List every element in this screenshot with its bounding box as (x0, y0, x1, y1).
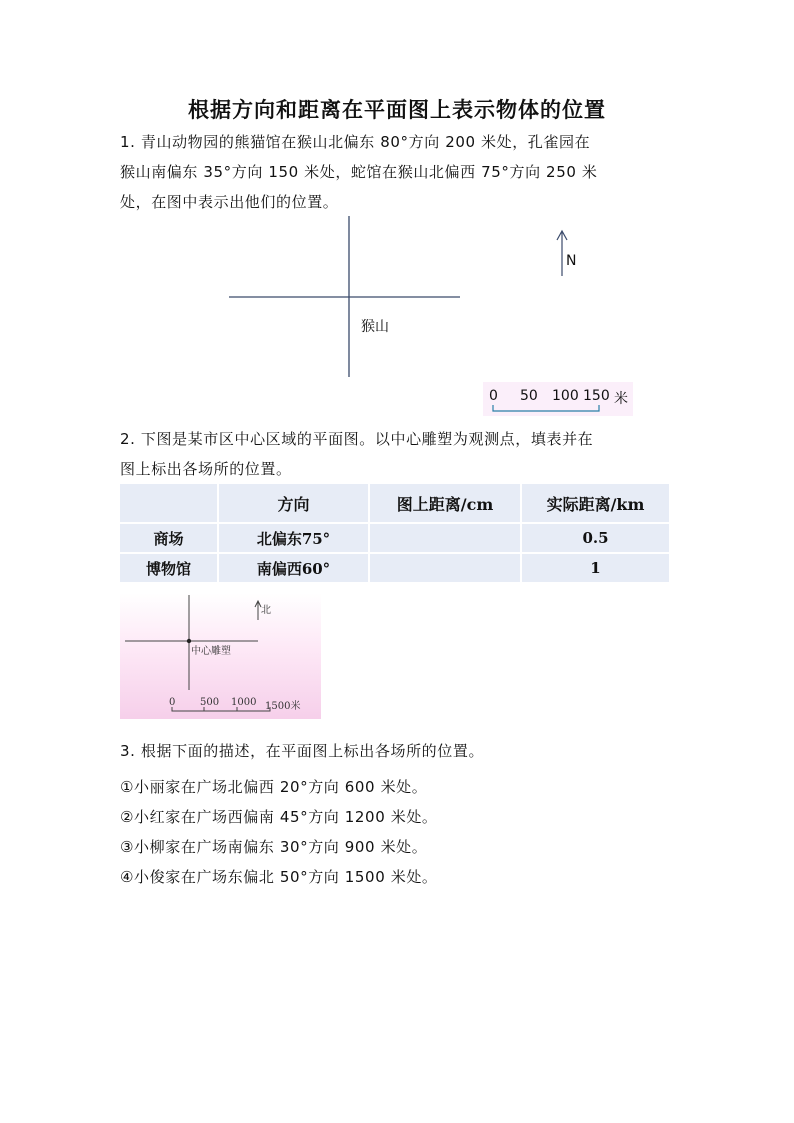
table-cell-map-distance[interactable] (369, 523, 521, 553)
table-row (120, 523, 670, 553)
q2-scale-tick-1000: 1000 (231, 697, 257, 708)
q1-text-line-2: 猴山南偏东 35°方向 150 米处，蛇馆在猴山北偏西 75°方向 250 米 (120, 163, 598, 181)
q1-map (0, 0, 794, 440)
table-header-blank (120, 484, 218, 523)
table-row (120, 553, 670, 583)
table-header-actual-distance: 实际距离/km (521, 484, 670, 523)
table-cell-direction: 北偏东75° (218, 523, 369, 553)
q2-scale-tick-1500: 1500米 (265, 701, 301, 712)
q2-scale-tick-500: 500 (200, 697, 220, 708)
table-header-row (120, 484, 670, 523)
q3-item-1: ①小丽家在广场北偏西 20°方向 600 米处。 (120, 778, 428, 796)
q2-scale-tick-0: 0 (169, 697, 176, 708)
q1-scale-tick-0: 0 (489, 388, 498, 404)
table-cell-place: 商场 (120, 523, 218, 553)
q2-center-label: 中心雕塑 (191, 646, 231, 657)
q1-center-label: 猴山 (361, 319, 389, 335)
q2-table (120, 484, 671, 584)
page-title: 根据方向和距离在平面图上表示物体的位置 (188, 97, 606, 122)
q1-scale-tick-50: 50 (520, 388, 538, 404)
q3-heading: 3. 根据下面的描述，在平面图上标出各场所的位置。 (120, 742, 485, 760)
q1-scale-bar (483, 404, 633, 416)
table-cell-map-distance[interactable] (369, 553, 521, 583)
q1-scale-tick-150: 150 (583, 388, 610, 404)
q1-scale-tick-100: 100 (552, 388, 579, 404)
q2-north-label: 北 (261, 605, 271, 616)
q2-text-line-2: 图上标出各场所的位置。 (120, 460, 292, 478)
table-cell-direction: 南偏西60° (218, 553, 369, 583)
table-header-direction: 方向 (218, 484, 369, 523)
table-cell-actual-distance: 1 (521, 553, 670, 583)
table-cell-place: 博物馆 (120, 553, 218, 583)
table-cell-actual-distance: 0.5 (521, 523, 670, 553)
table-header-map-distance: 图上距离/cm (369, 484, 521, 523)
q2-text-line-1: 2. 下图是某市区中心区域的平面图。以中心雕塑为观测点，填表并在 (120, 430, 594, 448)
q1-text-line-1: 1. 青山动物园的熊猫馆在猴山北偏东 80°方向 200 米处，孔雀园在 (120, 133, 591, 151)
q3-item-3: ③小柳家在广场南偏东 30°方向 900 米处。 (120, 838, 428, 856)
q3-item-4: ④小俊家在广场东偏北 50°方向 1500 米处。 (120, 868, 438, 886)
q1-scale-unit: 米 (614, 391, 628, 407)
q3-item-2: ②小红家在广场西偏南 45°方向 1200 米处。 (120, 808, 438, 826)
q1-text-line-3: 处，在图中表示出他们的位置。 (120, 193, 339, 211)
q1-north-label: N (566, 253, 577, 269)
